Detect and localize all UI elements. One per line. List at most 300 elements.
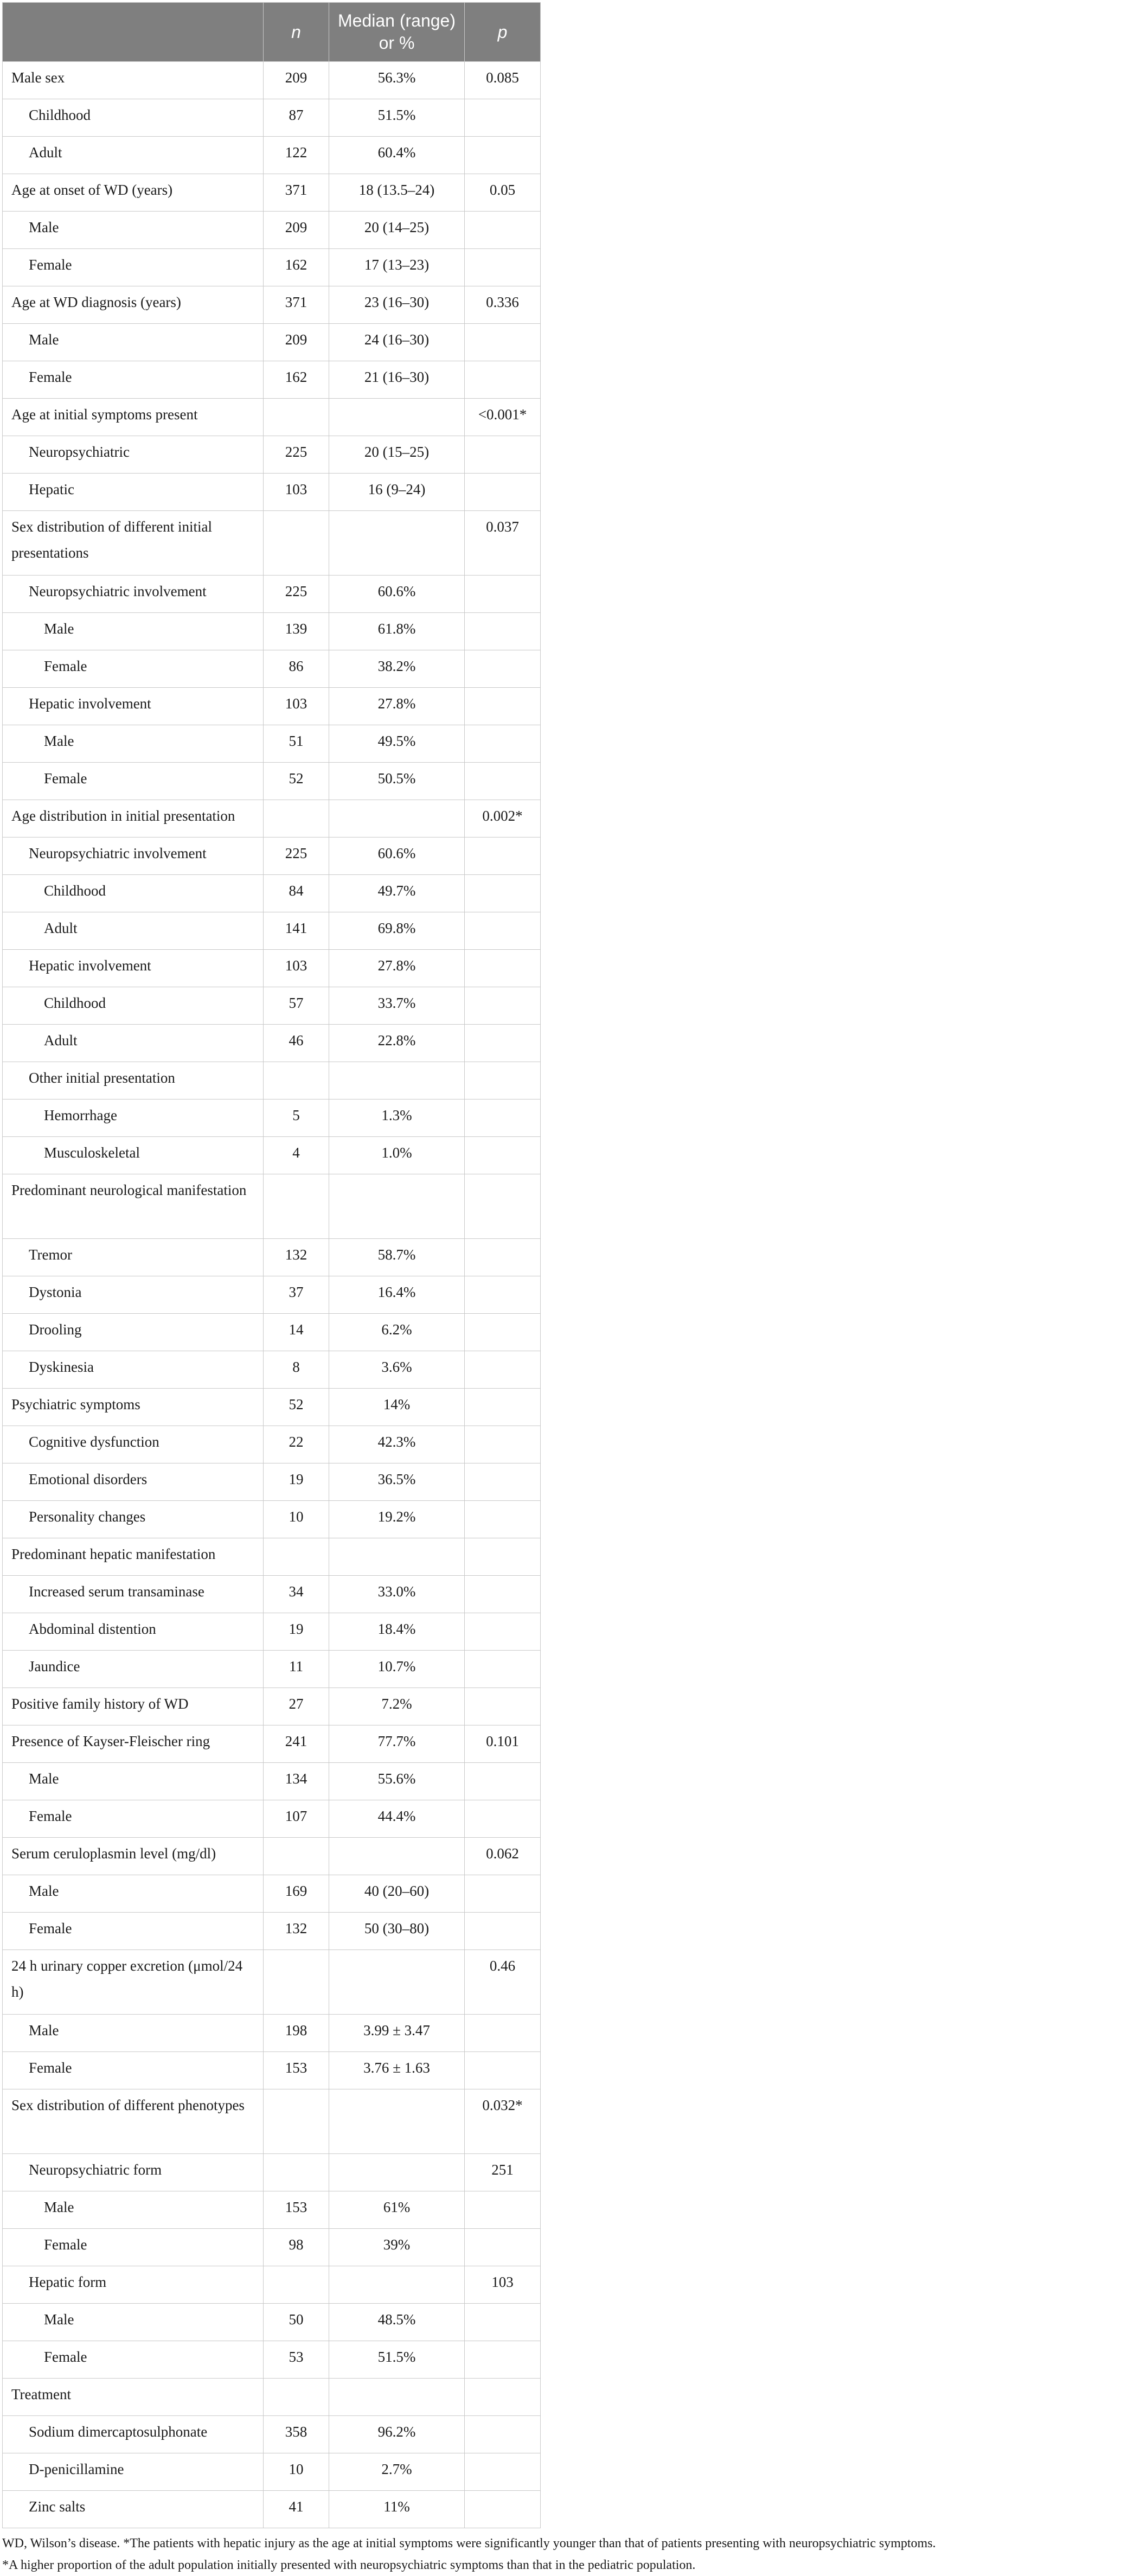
row-label: Neuropsychiatric involvement xyxy=(3,576,264,613)
row-n: 14 xyxy=(264,1314,329,1351)
table-row xyxy=(3,1314,541,1351)
row-label: Psychiatric symptoms xyxy=(3,1389,264,1426)
row-label: Hepatic involvement xyxy=(3,950,264,987)
table-row xyxy=(3,2052,541,2089)
table-row xyxy=(3,1137,541,1174)
row-n xyxy=(264,399,329,436)
row-n: 141 xyxy=(264,912,329,950)
row-label: Increased serum transaminase xyxy=(3,1576,264,1613)
row-label: Neuropsychiatric xyxy=(3,436,264,474)
row-n: 103 xyxy=(264,688,329,725)
table-row xyxy=(3,950,541,987)
row-median-or-percent: 56.3% xyxy=(329,62,465,99)
row-n: 134 xyxy=(264,1763,329,1800)
row-median-or-percent: 20 (15–25) xyxy=(329,436,465,474)
row-label: Age at WD diagnosis (years) xyxy=(3,286,264,324)
table-row xyxy=(3,62,541,99)
table-row xyxy=(3,1389,541,1426)
row-p-value xyxy=(465,137,541,174)
row-p-value: 0.037 xyxy=(465,511,541,576)
row-label: Female xyxy=(3,249,264,286)
row-p-value xyxy=(465,1800,541,1838)
table-row xyxy=(3,1239,541,1276)
row-median-or-percent: 42.3% xyxy=(329,1426,465,1463)
row-median-or-percent: 3.76 ± 1.63 xyxy=(329,2052,465,2089)
table-row xyxy=(3,212,541,249)
row-p-value xyxy=(465,1576,541,1613)
table-row xyxy=(3,249,541,286)
row-median-or-percent xyxy=(329,1538,465,1576)
table-row xyxy=(3,2154,541,2191)
row-n: 10 xyxy=(264,1501,329,1538)
row-median-or-percent xyxy=(329,399,465,436)
table-row xyxy=(3,1062,541,1100)
row-n: 103 xyxy=(264,474,329,511)
row-p-value xyxy=(465,1389,541,1426)
row-n: 209 xyxy=(264,62,329,99)
row-p-value xyxy=(465,1463,541,1501)
row-label: Presence of Kayser-Fleischer ring xyxy=(3,1725,264,1763)
row-median-or-percent: 69.8% xyxy=(329,912,465,950)
row-median-or-percent: 17 (13–23) xyxy=(329,249,465,286)
row-median-or-percent: 1.0% xyxy=(329,1137,465,1174)
row-p-value xyxy=(465,875,541,912)
row-n xyxy=(264,2266,329,2304)
row-median-or-percent: 23 (16–30) xyxy=(329,286,465,324)
header-label xyxy=(3,3,264,62)
table-row xyxy=(3,2341,541,2379)
table-row xyxy=(3,436,541,474)
row-median-or-percent: 60.6% xyxy=(329,576,465,613)
header-n: n xyxy=(264,3,329,62)
row-n: 5 xyxy=(264,1100,329,1137)
row-p-value xyxy=(465,474,541,511)
row-n xyxy=(264,1062,329,1100)
row-n: 371 xyxy=(264,174,329,212)
table-row xyxy=(3,1651,541,1688)
row-median-or-percent xyxy=(329,800,465,838)
row-label: Jaundice xyxy=(3,1651,264,1688)
row-label: Age at onset of WD (years) xyxy=(3,174,264,212)
row-label: Male xyxy=(3,212,264,249)
row-n: 162 xyxy=(264,249,329,286)
row-p-value xyxy=(465,212,541,249)
table-row xyxy=(3,1463,541,1501)
row-median-or-percent: 18 (13.5–24) xyxy=(329,174,465,212)
table-row xyxy=(3,688,541,725)
row-median-or-percent xyxy=(329,1174,465,1239)
row-label: Female xyxy=(3,650,264,688)
row-n: 27 xyxy=(264,1688,329,1725)
row-p-value xyxy=(465,2304,541,2341)
row-median-or-percent: 49.7% xyxy=(329,875,465,912)
table-row xyxy=(3,2229,541,2266)
row-median-or-percent xyxy=(329,2266,465,2304)
row-n: 209 xyxy=(264,324,329,361)
table-row xyxy=(3,1838,541,1875)
row-label: Adult xyxy=(3,137,264,174)
row-n: 198 xyxy=(264,2015,329,2052)
row-p-value: 0.336 xyxy=(465,286,541,324)
row-p-value xyxy=(465,1613,541,1651)
row-n: 122 xyxy=(264,137,329,174)
row-p-value xyxy=(465,912,541,950)
row-n: 52 xyxy=(264,763,329,800)
row-p-value xyxy=(465,436,541,474)
row-p-value: 0.05 xyxy=(465,174,541,212)
row-p-value xyxy=(465,838,541,875)
row-median-or-percent: 39% xyxy=(329,2229,465,2266)
row-label: Hepatic involvement xyxy=(3,688,264,725)
row-median-or-percent: 2.7% xyxy=(329,2453,465,2491)
row-median-or-percent: 3.99 ± 3.47 xyxy=(329,2015,465,2052)
row-n: 52 xyxy=(264,1389,329,1426)
row-median-or-percent: 6.2% xyxy=(329,1314,465,1351)
row-n: 241 xyxy=(264,1725,329,1763)
row-p-value xyxy=(465,1137,541,1174)
row-n xyxy=(264,2154,329,2191)
row-n xyxy=(264,1174,329,1239)
row-median-or-percent: 36.5% xyxy=(329,1463,465,1501)
row-p-value xyxy=(465,324,541,361)
row-median-or-percent: 60.4% xyxy=(329,137,465,174)
row-p-value xyxy=(465,1025,541,1062)
row-label: Childhood xyxy=(3,987,264,1025)
row-median-or-percent xyxy=(329,511,465,576)
table-body xyxy=(3,62,541,2528)
row-n: 50 xyxy=(264,2304,329,2341)
table-row xyxy=(3,1950,541,2015)
row-n xyxy=(264,1950,329,2015)
characteristics-table xyxy=(2,2,541,2528)
row-n: 371 xyxy=(264,286,329,324)
row-label: Male xyxy=(3,1763,264,1800)
table-row xyxy=(3,361,541,399)
row-label: Childhood xyxy=(3,99,264,137)
row-p-value xyxy=(465,361,541,399)
row-p-value xyxy=(465,2491,541,2528)
row-median-or-percent: 3.6% xyxy=(329,1351,465,1389)
row-label: Emotional disorders xyxy=(3,1463,264,1501)
row-label: Male xyxy=(3,2191,264,2229)
row-p-value xyxy=(465,2191,541,2229)
row-n: 84 xyxy=(264,875,329,912)
row-n: 57 xyxy=(264,987,329,1025)
table-row xyxy=(3,1426,541,1463)
row-median-or-percent xyxy=(329,2089,465,2154)
row-median-or-percent: 40 (20–60) xyxy=(329,1875,465,1913)
row-n xyxy=(264,800,329,838)
table-row xyxy=(3,576,541,613)
row-label: Positive family history of WD xyxy=(3,1688,264,1725)
row-label: Female xyxy=(3,2229,264,2266)
row-p-value xyxy=(465,650,541,688)
row-median-or-percent: 16.4% xyxy=(329,1276,465,1314)
table-row xyxy=(3,763,541,800)
row-label: Male xyxy=(3,613,264,650)
row-label: Dystonia xyxy=(3,1276,264,1314)
row-n: 19 xyxy=(264,1613,329,1651)
row-p-value xyxy=(465,613,541,650)
row-median-or-percent xyxy=(329,1838,465,1875)
row-p-value: 0.002* xyxy=(465,800,541,838)
row-median-or-percent: 22.8% xyxy=(329,1025,465,1062)
row-label: Adult xyxy=(3,1025,264,1062)
table-row xyxy=(3,613,541,650)
table-row xyxy=(3,2191,541,2229)
row-label: Male xyxy=(3,1875,264,1913)
row-median-or-percent: 27.8% xyxy=(329,950,465,987)
row-p-value xyxy=(465,1763,541,1800)
table-row xyxy=(3,474,541,511)
footnote-abbreviation: WD, Wilson’s disease. *The patients with hepatic injury as the age at initial symptoms were significantly younger than that of patients presenting with neuropsychiatric symptoms. xyxy=(2,2536,936,2551)
row-label: Predominant neurological manifestation xyxy=(3,1174,264,1239)
row-n: 132 xyxy=(264,1239,329,1276)
row-n: 225 xyxy=(264,838,329,875)
row-p-value: 103 xyxy=(465,2266,541,2304)
row-n: 37 xyxy=(264,1276,329,1314)
row-label: Dyskinesia xyxy=(3,1351,264,1389)
row-p-value xyxy=(465,1174,541,1239)
row-p-value xyxy=(465,1875,541,1913)
row-label: Sodium dimercaptosulphonate xyxy=(3,2416,264,2453)
table-header-row xyxy=(3,3,541,62)
table-row xyxy=(3,2015,541,2052)
row-median-or-percent: 51.5% xyxy=(329,99,465,137)
row-p-value xyxy=(465,1239,541,1276)
row-p-value: 0.062 xyxy=(465,1838,541,1875)
table-row xyxy=(3,1613,541,1651)
row-p-value xyxy=(465,1651,541,1688)
row-median-or-percent: 48.5% xyxy=(329,2304,465,2341)
row-n: 153 xyxy=(264,2052,329,2089)
row-median-or-percent: 33.0% xyxy=(329,1576,465,1613)
row-label: Sex distribution of different phenotypes xyxy=(3,2089,264,2154)
row-median-or-percent: 33.7% xyxy=(329,987,465,1025)
table-row xyxy=(3,800,541,838)
row-p-value xyxy=(465,2229,541,2266)
header-p: p xyxy=(465,3,541,62)
row-label: Male xyxy=(3,725,264,763)
row-median-or-percent: 16 (9–24) xyxy=(329,474,465,511)
row-median-or-percent: 24 (16–30) xyxy=(329,324,465,361)
row-p-value xyxy=(465,1314,541,1351)
row-n: 86 xyxy=(264,650,329,688)
document xyxy=(0,2,1121,2576)
row-p-value xyxy=(465,1062,541,1100)
row-n: 169 xyxy=(264,1875,329,1913)
row-label: Male xyxy=(3,324,264,361)
table-row xyxy=(3,1025,541,1062)
row-label: Age at initial symptoms present xyxy=(3,399,264,436)
row-median-or-percent xyxy=(329,1950,465,2015)
row-n: 103 xyxy=(264,950,329,987)
row-label: Drooling xyxy=(3,1314,264,1351)
table-row xyxy=(3,286,541,324)
table-row xyxy=(3,511,541,576)
table-row xyxy=(3,1725,541,1763)
row-label: Neuropsychiatric form xyxy=(3,2154,264,2191)
row-n xyxy=(264,511,329,576)
row-label: Treatment xyxy=(3,2379,264,2416)
row-median-or-percent: 7.2% xyxy=(329,1688,465,1725)
row-label: Male xyxy=(3,2304,264,2341)
row-label: Sex distribution of different initial presentations xyxy=(3,511,264,576)
table-row xyxy=(3,2416,541,2453)
row-median-or-percent: 58.7% xyxy=(329,1239,465,1276)
row-n: 225 xyxy=(264,576,329,613)
row-label: Female xyxy=(3,1800,264,1838)
row-p-value: 251 xyxy=(465,2154,541,2191)
row-n: 11 xyxy=(264,1651,329,1688)
table-row xyxy=(3,399,541,436)
row-p-value: 0.101 xyxy=(465,1725,541,1763)
table-row xyxy=(3,875,541,912)
row-median-or-percent: 77.7% xyxy=(329,1725,465,1763)
row-n: 10 xyxy=(264,2453,329,2491)
row-median-or-percent: 96.2% xyxy=(329,2416,465,2453)
row-label: Female xyxy=(3,1913,264,1950)
row-median-or-percent: 11% xyxy=(329,2491,465,2528)
row-n: 19 xyxy=(264,1463,329,1501)
row-label: D-penicillamine xyxy=(3,2453,264,2491)
table-row xyxy=(3,1800,541,1838)
row-p-value xyxy=(465,987,541,1025)
row-p-value xyxy=(465,2379,541,2416)
row-n: 4 xyxy=(264,1137,329,1174)
table-row xyxy=(3,2304,541,2341)
row-median-or-percent: 14% xyxy=(329,1389,465,1426)
row-median-or-percent: 61% xyxy=(329,2191,465,2229)
row-p-value xyxy=(465,2015,541,2052)
row-n: 209 xyxy=(264,212,329,249)
row-p-value xyxy=(465,1100,541,1137)
table-row xyxy=(3,174,541,212)
row-p-value xyxy=(465,2453,541,2491)
row-p-value: <0.001* xyxy=(465,399,541,436)
row-p-value xyxy=(465,1688,541,1725)
table-row xyxy=(3,650,541,688)
row-p-value xyxy=(465,950,541,987)
row-median-or-percent: 55.6% xyxy=(329,1763,465,1800)
row-label: Neuropsychiatric involvement xyxy=(3,838,264,875)
row-p-value xyxy=(465,1276,541,1314)
row-p-value: 0.032* xyxy=(465,2089,541,2154)
row-p-value xyxy=(465,249,541,286)
table-row xyxy=(3,1688,541,1725)
table-row xyxy=(3,838,541,875)
table-row xyxy=(3,1875,541,1913)
row-median-or-percent xyxy=(329,2154,465,2191)
row-median-or-percent: 18.4% xyxy=(329,1613,465,1651)
row-n xyxy=(264,2379,329,2416)
row-p-value xyxy=(465,2416,541,2453)
row-n: 132 xyxy=(264,1913,329,1950)
table-row xyxy=(3,2089,541,2154)
row-median-or-percent xyxy=(329,1062,465,1100)
row-n: 53 xyxy=(264,2341,329,2379)
row-p-value xyxy=(465,576,541,613)
table-row xyxy=(3,99,541,137)
row-p-value xyxy=(465,99,541,137)
row-median-or-percent: 44.4% xyxy=(329,1800,465,1838)
row-p-value xyxy=(465,1351,541,1389)
table-row xyxy=(3,2491,541,2528)
row-median-or-percent: 38.2% xyxy=(329,650,465,688)
row-median-or-percent: 50.5% xyxy=(329,763,465,800)
row-median-or-percent: 20 (14–25) xyxy=(329,212,465,249)
row-n: 225 xyxy=(264,436,329,474)
row-median-or-percent xyxy=(329,2379,465,2416)
row-label: Male sex xyxy=(3,62,264,99)
row-n: 22 xyxy=(264,1426,329,1463)
row-n: 162 xyxy=(264,361,329,399)
row-median-or-percent: 49.5% xyxy=(329,725,465,763)
row-label: Female xyxy=(3,361,264,399)
row-p-value xyxy=(465,1426,541,1463)
row-label: Other initial presentation xyxy=(3,1062,264,1100)
row-label: Adult xyxy=(3,912,264,950)
row-p-value xyxy=(465,763,541,800)
table-row xyxy=(3,1351,541,1389)
row-label: Hepatic xyxy=(3,474,264,511)
row-median-or-percent: 21 (16–30) xyxy=(329,361,465,399)
row-label: Age distribution in initial presentation xyxy=(3,800,264,838)
row-label: Hemorrhage xyxy=(3,1100,264,1137)
row-label: Tremor xyxy=(3,1239,264,1276)
row-p-value xyxy=(465,725,541,763)
row-n: 139 xyxy=(264,613,329,650)
row-label: Hepatic form xyxy=(3,2266,264,2304)
row-n xyxy=(264,1838,329,1875)
row-n: 98 xyxy=(264,2229,329,2266)
row-median-or-percent: 60.6% xyxy=(329,838,465,875)
row-label: Zinc salts xyxy=(3,2491,264,2528)
row-n: 153 xyxy=(264,2191,329,2229)
table-row xyxy=(3,1538,541,1576)
row-median-or-percent: 51.5% xyxy=(329,2341,465,2379)
row-p-value xyxy=(465,1538,541,1576)
row-n: 34 xyxy=(264,1576,329,1613)
row-label: Abdominal distention xyxy=(3,1613,264,1651)
row-label: Female xyxy=(3,2341,264,2379)
row-n xyxy=(264,1538,329,1576)
row-label: 24 h urinary copper excretion (μmol/24 h) xyxy=(3,1950,264,2015)
table-row xyxy=(3,1174,541,1239)
row-label: Childhood xyxy=(3,875,264,912)
row-label: Personality changes xyxy=(3,1501,264,1538)
header-median: Median (range) or % xyxy=(329,3,465,62)
row-p-value xyxy=(465,2052,541,2089)
row-median-or-percent: 61.8% xyxy=(329,613,465,650)
row-label: Male xyxy=(3,2015,264,2052)
table-row xyxy=(3,725,541,763)
row-n: 51 xyxy=(264,725,329,763)
row-n: 358 xyxy=(264,2416,329,2453)
table-row xyxy=(3,1913,541,1950)
row-p-value xyxy=(465,2341,541,2379)
row-n: 107 xyxy=(264,1800,329,1838)
row-n: 8 xyxy=(264,1351,329,1389)
table-row xyxy=(3,1576,541,1613)
table-row xyxy=(3,2453,541,2491)
table-row xyxy=(3,2379,541,2416)
row-p-value: 0.085 xyxy=(465,62,541,99)
table-row xyxy=(3,912,541,950)
row-p-value xyxy=(465,688,541,725)
row-label: Serum ceruloplasmin level (mg/dl) xyxy=(3,1838,264,1875)
footnote-age-distribution: *A higher proportion of the adult population initially presented with neuropsychiatric symptoms than that in the pediatric population. xyxy=(2,2558,696,2572)
